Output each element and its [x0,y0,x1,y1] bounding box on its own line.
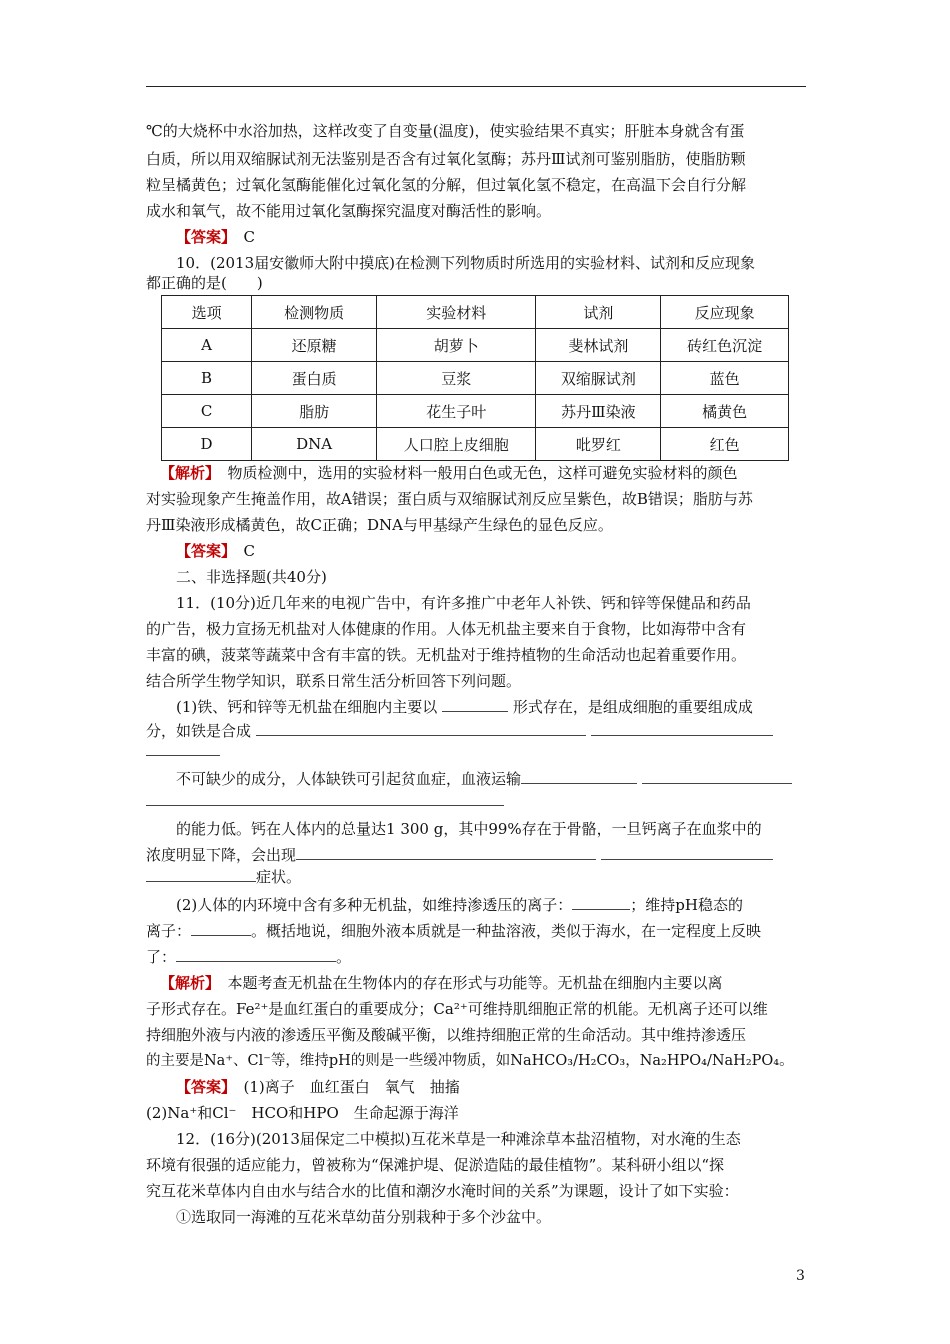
text-span: 不可缺少的成分，人体缺铁可引起贫血症，血液运输 [176,770,522,788]
table-header-cell: 检测物质 [252,296,377,329]
question-10-line: 都正确的是( ) [146,274,263,292]
section-heading: 二、非选择题(共40分) [176,568,327,586]
question-10-line: 10．(2013届安徽师大附中摸底)在检测下列物质时所选用的实验材料、试剂和反应现象 [176,254,755,272]
table-row [162,395,789,428]
answer-tag: 【答案】 [176,542,229,560]
analysis-tag: 【解析】 [160,974,213,992]
page-number: 3 [796,1268,805,1284]
table-cell: 苏丹Ⅲ染液 [536,395,661,428]
table-cell: 脂肪 [252,395,377,428]
answer-line-10 [176,538,808,564]
table-cell: 人口腔上皮细胞 [377,428,536,461]
table-header-cell: 选项 [162,296,252,329]
analysis-11-line [160,970,808,996]
question-11-line [146,864,808,890]
table-cell: 蓝色 [661,362,789,395]
answer-line-11: (2)Na⁺和Cl⁻ HCO和HPO 生命起源于海洋 [146,1104,459,1122]
analysis-10-line: 丹Ⅲ染液形成橘黄色，故C正确；DNA与甲基绿产生绿色的显色反应。 [146,516,613,534]
table-cell: B [162,362,252,395]
text-span: (1)铁、钙和锌等无机盐在细胞内主要以 [176,698,438,716]
question-11-line: 的能力低。钙在人体内的总量达1 300 g，其中99%存在于骨骼，一旦钙离子在血浆中的 [176,820,762,838]
table-header-cell: 反应现象 [661,296,789,329]
answer-blank[interactable] [591,718,773,736]
question-11-line: 11．(10分)近几年来的电视广告中，有许多推广中老年人补铁、钙和锌等保健品和药品 [176,594,751,612]
question-11-line [146,944,808,970]
table-cell: 橘黄色 [661,395,789,428]
table-cell: D [162,428,252,461]
text-span: (2)人体的内环境中含有多种无机盐，如维持渗透压的离子： [176,896,573,914]
table-cell: 胡萝卜 [377,329,536,362]
question-11-line [146,918,808,944]
answer-blank[interactable] [191,918,251,936]
text-span: 了： [146,948,177,966]
answer-value: (1)离子 血红蛋白 氧气 抽搐 [243,1078,460,1096]
table-cell: 豆浆 [377,362,536,395]
text-span: 。概括地说，细胞外液本质就是一种盐溶液，类似于海水，在一定程度上反映 [251,922,762,940]
text-line: ℃的大烧杯中水浴加热，这样改变了自变量(温度)，使实验结果不真实；肝脏本身就含有蛋 [146,122,745,140]
question-11-line [146,738,808,764]
text-span: 浓度明显下降，会出现 [146,846,297,864]
answer-blank[interactable] [642,766,792,784]
answer-line-9 [176,224,808,250]
table-row [162,428,789,461]
analysis-text: 本题考查无机盐在生物体内的存在形式与功能等。无机盐在细胞内主要以离 [227,974,723,992]
answer-blank[interactable] [521,766,637,784]
question-11-line: 结合所学生物学知识，联系日常生活分析回答下列问题。 [146,672,522,690]
table-header-cell: 实验材料 [377,296,536,329]
text-span: 。 [336,948,352,966]
table-cell: 红色 [661,428,789,461]
text-span: ；维持pH稳态的 [630,896,743,914]
question-10-table [161,295,789,461]
question-11-line [176,892,808,918]
table-cell: 斐林试剂 [536,329,661,362]
analysis-11-line: 的主要是Na⁺、Cl⁻等，维持pH的则是一些缓冲物质，如NaHCO₃/H₂CO₃，Na₂HPO₄/NaH₂PO₄。 [146,1053,794,1069]
question-11-line [146,788,808,814]
text-span: 离子： [146,922,192,940]
table-header-row [162,296,789,329]
answer-blank[interactable] [601,842,773,860]
analysis-10-line: 对实验现象产生掩盖作用，故A错误；蛋白质与双缩脲试剂反应呈紫色，故B错误；脂肪与苏 [146,490,753,508]
analysis-text: 物质检测中，选用的实验材料一般用白色或无色，这样可避免实验材料的颜色 [227,464,738,482]
table-header-cell: 试剂 [536,296,661,329]
answer-blank[interactable] [256,718,586,736]
question-12-line: ①选取同一海滩的互花米草幼苗分别栽种于多个沙盆中。 [176,1208,552,1226]
answer-blank[interactable] [146,738,220,756]
analysis-tag: 【解析】 [160,464,213,482]
analysis-11-line: 子形式存在。Fe²⁺是血红蛋白的重要成分；Ca²⁺可维持肌细胞正常的机能。无机离子还可以维 [146,1000,768,1018]
table-cell: C [162,395,252,428]
answer-line-11 [176,1074,808,1100]
table-cell: 吡罗红 [536,428,661,461]
answer-blank[interactable] [146,864,256,882]
answer-blank[interactable] [146,788,504,806]
table-cell: 双缩脲试剂 [536,362,661,395]
answer-tag: 【答案】 [176,228,229,246]
text-span: 分，如铁是合成 [146,722,252,740]
answer-value: C [243,542,256,560]
question-12-line: 环境有很强的适应能力，曾被称为“保滩护堤、促淤造陆的最佳植物”。某科研小组以“探 [146,1156,725,1174]
table-row [162,329,789,362]
text-line: 白质，所以用双缩脲试剂无法鉴别是否含有过氧化氢酶；苏丹Ⅲ试剂可鉴别脂肪，使脂肪颗 [146,150,746,168]
question-12-line: 究互花米草体内自由水与结合水的比值和潮汐水淹时间的关系”为课题，设计了如下实验： [146,1182,739,1200]
table-cell: 砖红色沉淀 [661,329,789,362]
question-11-line [176,694,808,720]
text-line: 粒呈橘黄色；过氧化氢酶能催化过氧化氢的分解，但过氧化氢不稳定，在高温下会自行分解 [146,176,747,194]
question-12-line: 12．(16分)(2013届保定二中模拟)互花米草是一种滩涂草本盐沼植物，对水淹的生态 [176,1130,741,1148]
analysis-10-line [160,460,808,486]
table-row [162,362,789,395]
answer-tag: 【答案】 [176,1078,229,1096]
analysis-11-line: 持细胞外液与内液的渗透压平衡及酸碱平衡，以维持细胞正常的生命活动。其中维持渗透压 [146,1026,747,1044]
text-line: 成水和氧气，故不能用过氧化氢酶探究温度对酶活性的影响。 [146,202,552,220]
table-cell: 蛋白质 [252,362,377,395]
answer-blank[interactable] [442,694,508,712]
table-cell: 花生子叶 [377,395,536,428]
question-11-line: 的广告，极力宣扬无机盐对人体健康的作用。人体无机盐主要来自于食物，比如海带中含有 [146,620,747,638]
table-cell: DNA [252,428,377,461]
answer-blank[interactable] [572,892,630,910]
text-span: 形式存在，是组成细胞的重要组成成 [512,698,753,716]
header-rule [146,86,806,87]
table-cell: A [162,329,252,362]
text-span: 症状。 [256,868,302,886]
answer-blank[interactable] [296,842,596,860]
table-cell: 还原糖 [252,329,377,362]
answer-value: C [243,228,256,246]
question-11-line: 丰富的碘，菠菜等蔬菜中含有丰富的铁。无机盐对于维持植物的生命活动也起着重要作用。 [146,646,747,664]
answer-blank[interactable] [176,944,336,962]
